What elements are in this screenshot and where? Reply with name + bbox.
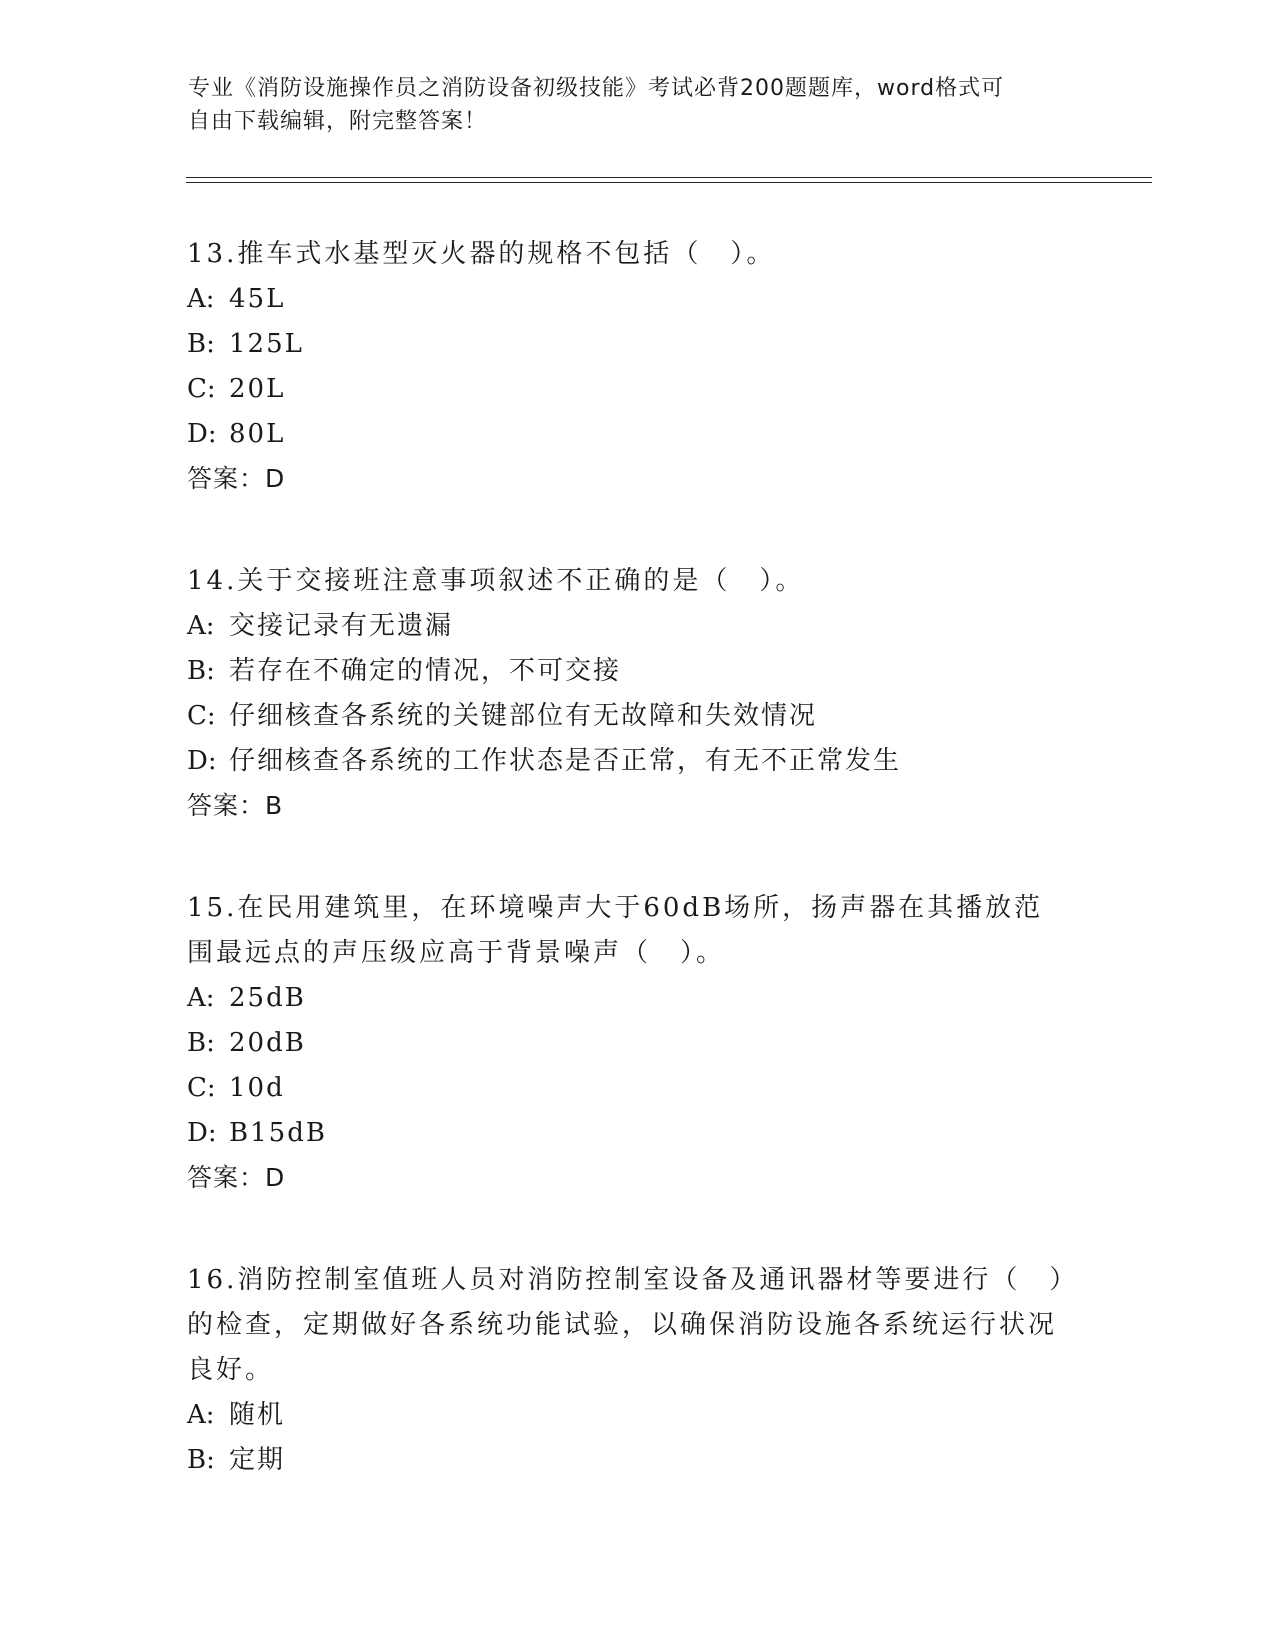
answer-line: 答案：D [187, 1163, 286, 1192]
option-text: 若存在不确定的情况，不可交接 [229, 656, 622, 686]
question-stem: 15.在民用建筑里，在环境噪声大于60dB场所，扬声器在其播放范围最远点的声压级应高于背景噪声（ ）。 [187, 893, 1044, 968]
answer-line: 答案：B [187, 791, 284, 820]
option-text: 20L [229, 374, 286, 404]
option-d [187, 739, 1067, 784]
option-text: 20dB [229, 1028, 306, 1058]
option-text: 125L [229, 329, 304, 359]
option-letter: D: [187, 746, 217, 776]
option-a [187, 1393, 1067, 1438]
option-letter: D: [187, 1118, 217, 1148]
option-letter: C: [187, 701, 216, 731]
answer-line: 答案：D [187, 464, 286, 493]
option-letter: B: [187, 1445, 215, 1475]
question-stem: 14.关于交接班注意事项叙述不正确的是（ ）。 [187, 566, 805, 596]
question-14 [187, 559, 1067, 828]
document-header [188, 72, 1068, 138]
option-text: 仔细核查各系统的工作状态是否正常，有无不正常发生 [229, 746, 902, 776]
option-text: 25dB [229, 983, 306, 1013]
question-list [187, 232, 1067, 1541]
option-c [187, 367, 1067, 412]
header-line-2: 自由下载编辑，附完整答案！ [188, 109, 488, 134]
option-b [187, 1021, 1067, 1066]
option-letter: A: [187, 1400, 215, 1430]
option-letter: B: [187, 656, 215, 686]
option-c [187, 694, 1067, 739]
option-d [187, 1111, 1067, 1156]
option-a [187, 604, 1067, 649]
header-line-1: 专业《消防设施操作员之消防设备初级技能》考试必背200题题库，word格式可 [188, 76, 1005, 101]
question-16 [187, 1258, 1067, 1483]
option-letter: B: [187, 329, 215, 359]
option-letter: C: [187, 374, 216, 404]
question-stem: 13.推车式水基型灭火器的规格不包括（ ）。 [187, 239, 776, 269]
question-stem: 16.消防控制室值班人员对消防控制室设备及通讯器材等要进行（ ）的检查，定期做好各系统功能试验，以确保消防设施各系统运行状况良好。 [187, 1265, 1066, 1385]
option-b [187, 649, 1067, 694]
option-a [187, 277, 1067, 322]
option-letter: A: [187, 983, 215, 1013]
option-a [187, 976, 1067, 1021]
option-letter: D: [187, 419, 217, 449]
option-text: 交接记录有无遗漏 [229, 611, 454, 641]
option-d [187, 412, 1067, 457]
option-text: 随机 [229, 1400, 286, 1430]
option-b [187, 322, 1067, 367]
option-text: 80L [229, 419, 286, 449]
option-text: 仔细核查各系统的关键部位有无故障和失效情况 [229, 701, 818, 731]
option-text: 定期 [229, 1445, 286, 1475]
option-c [187, 1066, 1067, 1111]
option-text: 10d [229, 1073, 285, 1103]
option-letter: B: [187, 1028, 215, 1058]
question-15 [187, 886, 1067, 1200]
option-letter: C: [187, 1073, 216, 1103]
option-text: 45L [229, 284, 286, 314]
option-letter: A: [187, 611, 215, 641]
option-b [187, 1438, 1067, 1483]
header-divider [186, 177, 1152, 183]
question-13 [187, 232, 1067, 501]
option-letter: A: [187, 284, 215, 314]
option-text: B15dB [229, 1118, 327, 1148]
